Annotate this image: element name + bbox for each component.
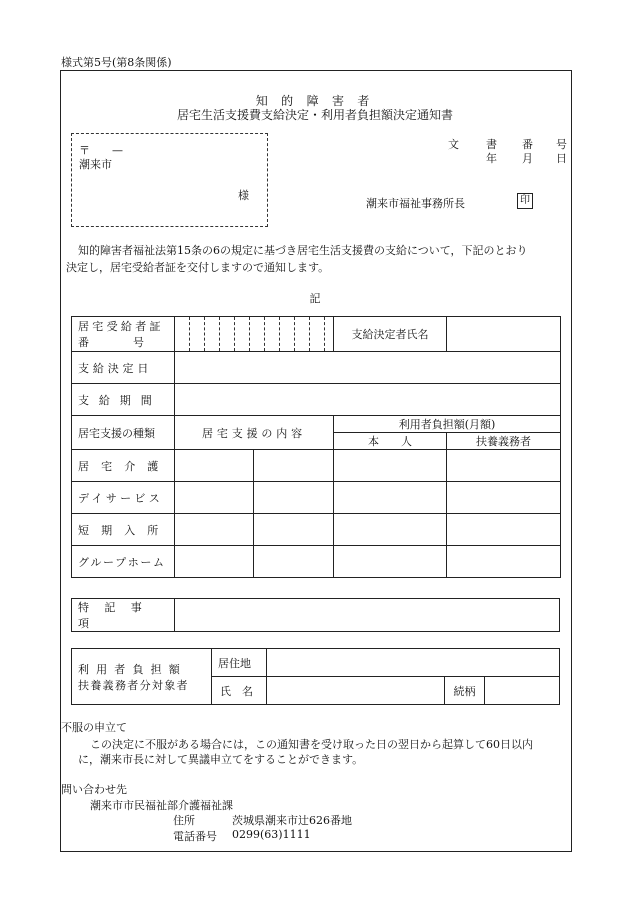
address-city: 潮来市 xyxy=(79,158,112,171)
cell-self-1[interactable] xyxy=(334,450,447,482)
address-label: 住所 xyxy=(173,814,195,827)
cell-content-4a[interactable] xyxy=(175,546,254,578)
cell-content-2a[interactable] xyxy=(175,482,254,514)
recipient-name-label: 支給決定者氏名 xyxy=(334,317,447,352)
tel-value: 0299(63)1111 xyxy=(232,828,311,841)
residence-label: 居住地 xyxy=(212,649,267,677)
period-value[interactable] xyxy=(175,384,561,416)
ki-label: 記 xyxy=(309,292,321,305)
service-row-short-stay: 短期入所 xyxy=(72,514,175,546)
service-content-header: 居宅支援の内容 xyxy=(175,416,334,450)
decision-date-value[interactable] xyxy=(175,352,561,384)
notes-table xyxy=(71,598,560,632)
self-header: 本 人 xyxy=(334,433,447,450)
cell-content-1b[interactable] xyxy=(254,450,334,482)
doc-label-3: 号 xyxy=(556,138,567,151)
residence-value[interactable] xyxy=(267,649,560,677)
cell-supporter-3[interactable] xyxy=(447,514,561,546)
notes-value[interactable] xyxy=(175,599,560,632)
body-line-2: 決定し，居宅受給者証を交付しますので通知します。 xyxy=(66,261,330,274)
title-line-2: 居宅生活支援費支給決定・利用者負担額決定通知書 xyxy=(176,108,453,122)
burden-target-table xyxy=(71,648,560,705)
contact-title: 問い合わせ先 xyxy=(61,783,127,796)
notes-label: 特記事項 xyxy=(72,599,175,632)
cell-supporter-2[interactable] xyxy=(447,482,561,514)
contact-dept: 潮来市市民福祉部介護福祉課 xyxy=(90,799,233,812)
burden-target-1: 利用者負担額 xyxy=(78,662,187,676)
date-year: 年 xyxy=(486,152,497,165)
doc-label-2: 番 xyxy=(522,138,533,151)
objection-line-2: に，潮来市長に対して異議申立てをすることができます。 xyxy=(78,753,364,766)
period-label: 支給期間 xyxy=(72,384,175,416)
service-type-header: 居宅支援の種類 xyxy=(72,416,175,450)
address-box[interactable] xyxy=(71,133,268,227)
seal-mark: 印 xyxy=(517,193,533,209)
cert-label-2: 番 号 xyxy=(78,336,144,349)
cell-content-3a[interactable] xyxy=(175,514,254,546)
cell-content-1a[interactable] xyxy=(175,450,254,482)
body-line-1: 知的障害者福祉法第15条の6の規定に基づき居宅生活支援費の支給について，下記のとおり xyxy=(78,244,528,257)
relation-value[interactable] xyxy=(485,677,560,705)
doc-label-1: 書 xyxy=(486,138,497,151)
form-number: 様式第5号(第8条関係) xyxy=(61,56,172,69)
objection-title: 不服の申立て xyxy=(61,721,127,734)
cell-self-4[interactable] xyxy=(334,546,447,578)
service-row-group-home: グループホーム xyxy=(72,546,175,578)
service-row-home-care: 居宅介護 xyxy=(72,450,175,482)
date-month: 月 xyxy=(522,152,533,165)
relation-label: 続柄 xyxy=(445,677,485,705)
decision-date-label: 支給決定日 xyxy=(72,352,175,384)
recipient-name-value[interactable] xyxy=(447,317,561,352)
postal-mark: 〒 — xyxy=(79,144,123,157)
burden-target-label xyxy=(72,649,212,705)
address-sama: 様 xyxy=(238,189,249,202)
cert-label-1: 居宅受給者証 xyxy=(78,320,164,333)
objection-line-1: この決定に不服がある場合には，この通知書を受け取った日の翌日から起算して60日以内 xyxy=(90,738,533,751)
cell-content-4b[interactable] xyxy=(254,546,334,578)
cell-self-2[interactable] xyxy=(334,482,447,514)
burden-target-2: 扶養義務者分対象者 xyxy=(78,678,189,692)
supporter-header: 扶養義務者 xyxy=(447,433,561,450)
cert-label-cell xyxy=(72,317,175,352)
cert-number-cell[interactable] xyxy=(175,317,334,352)
cell-supporter-1[interactable] xyxy=(447,450,561,482)
cell-content-2b[interactable] xyxy=(254,482,334,514)
cell-supporter-4[interactable] xyxy=(447,546,561,578)
name-value[interactable] xyxy=(267,677,445,705)
cell-content-3b[interactable] xyxy=(254,514,334,546)
name-label: 氏 名 xyxy=(212,677,267,705)
title-line-1: 知 的 障 害 者 xyxy=(255,94,375,108)
date-day: 日 xyxy=(556,152,567,165)
service-row-day-service: デイサービス xyxy=(72,482,175,514)
issuer-name: 潮来市福祉事務所長 xyxy=(366,197,465,210)
tel-label: 電話番号 xyxy=(173,830,217,843)
main-table xyxy=(71,316,561,578)
address-value: 茨城県潮来市辻626番地 xyxy=(232,814,352,827)
cell-self-3[interactable] xyxy=(334,514,447,546)
cert-number-digits xyxy=(175,317,333,351)
doc-label-0: 文 xyxy=(448,138,459,151)
burden-header: 利用者負担額(月額) xyxy=(334,416,561,433)
